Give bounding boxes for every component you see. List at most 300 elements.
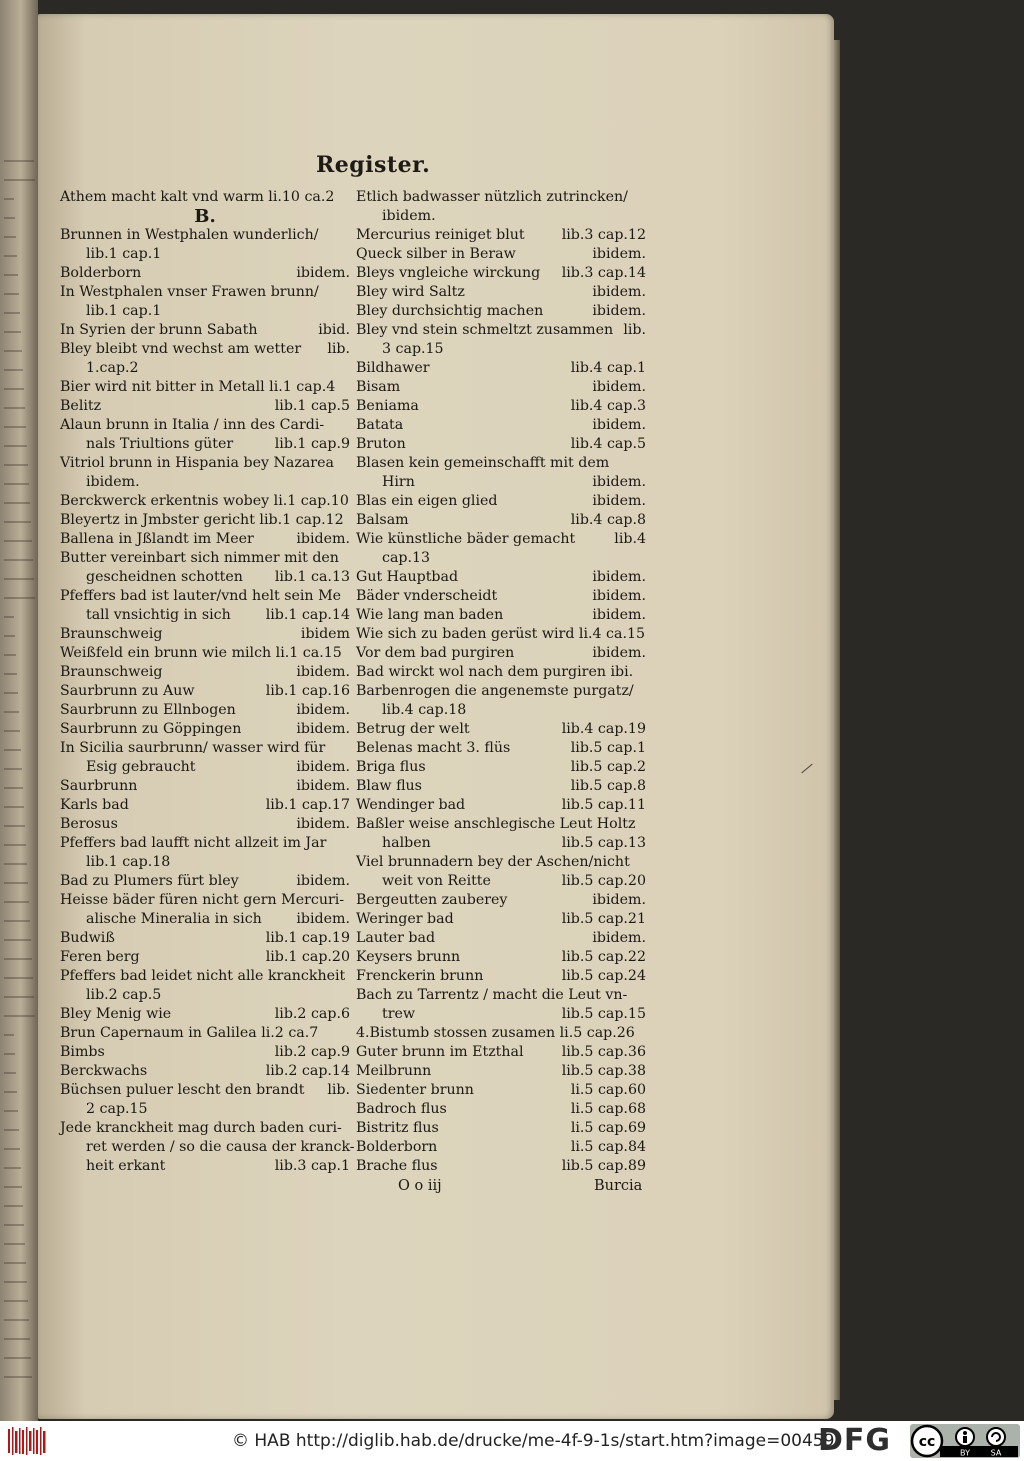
entry-text: Queck silber in Beraw	[356, 246, 516, 262]
bleed-through-line	[4, 217, 15, 219]
register-entry	[356, 758, 646, 777]
register-entry	[60, 1043, 350, 1062]
entry-text: lib.1 cap.18	[86, 854, 171, 870]
bleed-through-line	[4, 825, 25, 827]
register-entry	[356, 910, 646, 929]
register-entry	[356, 435, 646, 454]
entry-text: 4.Bistumb stossen zusamen li.5 cap.26	[356, 1025, 635, 1041]
entry-text: Etlich badwasser nützlich zutrincken/	[356, 189, 628, 205]
register-entry	[356, 378, 646, 397]
register-entry	[60, 1062, 350, 1081]
entry-text: lib.2 cap.5	[86, 987, 162, 1003]
register-entry	[60, 340, 350, 359]
register-entry	[356, 359, 646, 378]
entry-reference: li.5 cap.84	[570, 1139, 646, 1155]
register-entry	[356, 967, 646, 986]
entry-text: Pfeffers bad ist lauter/vnd helt sein Me	[60, 588, 342, 604]
entry-text: Berckwerck erkentnis wobey li.1 cap.10	[60, 493, 349, 509]
entry-text: Siedenter brunn	[356, 1082, 474, 1098]
register-entry	[356, 1119, 646, 1138]
entry-text: Braunschweig	[60, 626, 163, 642]
entry-text: Ballena in Jßlandt im Meer	[60, 531, 254, 547]
register-entry	[60, 1081, 350, 1100]
register-entry	[356, 644, 646, 663]
entry-text: Belenas macht 3. flüs	[356, 740, 511, 756]
register-entry	[60, 473, 350, 492]
register-entry	[356, 872, 646, 891]
bleed-through-line	[4, 787, 23, 789]
register-entry	[356, 568, 646, 587]
register-entry	[60, 1119, 350, 1138]
bleed-through-line	[4, 616, 14, 618]
entry-text: Frenckerin brunn	[356, 968, 484, 984]
entry-reference: ibidem.	[592, 379, 646, 395]
entry-reference: lib.5 cap.11	[561, 797, 646, 813]
entry-text: Vitriol brunn in Hispania bey Nazarea	[60, 455, 334, 471]
register-entry	[356, 606, 646, 625]
entry-reference: li.5 cap.60	[570, 1082, 646, 1098]
entry-reference: lib.5 cap.89	[561, 1158, 646, 1174]
register-entry	[60, 1157, 350, 1176]
entry-text: Saurbrunn zu Ellnbogen	[60, 702, 236, 718]
entry-reference: ibidem.	[296, 265, 350, 281]
entry-text: Vor dem bad purgiren	[356, 645, 515, 661]
bleed-through-line	[4, 160, 34, 162]
entry-text: 2 cap.15	[86, 1101, 148, 1117]
entry-reference: lib.1 cap.5	[274, 398, 350, 414]
entry-text: gescheidnen schotten	[86, 569, 243, 585]
entry-text: Bleyertz in Jmbster gericht lib.1 cap.12	[60, 512, 344, 528]
entry-reference: lib.1 cap.19	[265, 930, 350, 946]
entry-text: Bolderborn	[356, 1139, 438, 1155]
register-entry	[356, 492, 646, 511]
entry-text: Bad wirckt wol nach dem purgiren ibi.	[356, 664, 634, 680]
register-entry	[356, 511, 646, 530]
page-header: Register.	[316, 152, 431, 178]
register-entry	[60, 378, 350, 397]
register-entry	[60, 663, 350, 682]
bleed-through-line	[4, 654, 16, 656]
entry-text: Blas ein eigen glied	[356, 493, 498, 509]
dfg-logo: DFG	[818, 1423, 892, 1458]
register-entry	[60, 302, 350, 321]
entry-text: Bley Menig wie	[60, 1006, 172, 1022]
entry-text: Brun Capernaum in Galilea li.2 ca.7	[60, 1025, 319, 1041]
entry-text: Bley vnd stein schmeltzt zusammen	[356, 322, 614, 338]
register-entry	[356, 1043, 646, 1062]
entry-text: Blasen kein gemeinschafft mit dem	[356, 455, 610, 471]
entry-reference: lib.	[327, 1082, 350, 1098]
entry-text: Lauter bad	[356, 930, 436, 946]
entry-reference: lib.2 cap.14	[265, 1063, 350, 1079]
bleed-through-line	[4, 445, 27, 447]
entry-text: 1.cap.2	[86, 360, 139, 376]
register-entry	[356, 701, 646, 720]
register-entry	[60, 587, 350, 606]
register-entry	[356, 1005, 646, 1024]
register-entry	[356, 188, 646, 207]
register-entry	[356, 226, 646, 245]
entry-reference: lib.3 cap.1	[274, 1158, 350, 1174]
register-entry	[356, 796, 646, 815]
entry-text: Wie lang man baden	[356, 607, 504, 623]
entry-text: Saurbrunn zu Göppingen	[60, 721, 242, 737]
register-column-right	[356, 188, 646, 1176]
register-entry	[356, 834, 646, 853]
bleed-through-line	[4, 483, 29, 485]
register-entry	[356, 1024, 646, 1043]
entry-text: Bergeutten zauberey	[356, 892, 508, 908]
register-entry	[356, 321, 646, 340]
bleed-through-line	[4, 559, 33, 561]
bleed-through-line	[4, 977, 33, 979]
entry-text: Jede kranckheit mag durch baden curi-	[60, 1120, 342, 1136]
entry-reference: lib.1 cap.17	[265, 797, 350, 813]
entry-text: Bruton	[356, 436, 406, 452]
register-entry	[356, 1157, 646, 1176]
page-edge-shadow	[834, 40, 840, 1400]
bleed-through-line	[4, 236, 16, 238]
register-entry	[60, 454, 350, 473]
entry-reference: lib.	[327, 341, 350, 357]
entry-reference: lib.4 cap.5	[570, 436, 646, 452]
entry-reference: lib.4 cap.19	[561, 721, 646, 737]
register-entry	[356, 891, 646, 910]
entry-reference: ibidem.	[592, 284, 646, 300]
register-entry	[356, 853, 646, 872]
entry-text: Bisam	[356, 379, 401, 395]
entry-text: Bildhawer	[356, 360, 430, 376]
entry-text: Barbenrogen die angenemste purgatz/	[356, 683, 634, 699]
entry-text: lib.1 cap.1	[86, 303, 162, 319]
hab-barcode-icon	[6, 1425, 48, 1457]
entry-text: alische Mineralia in sich	[86, 911, 262, 927]
register-entry	[60, 986, 350, 1005]
register-entry	[60, 606, 350, 625]
register-entry	[60, 967, 350, 986]
entry-text: In Syrien der brunn Sabath	[60, 322, 258, 338]
entry-reference: ibidem.	[296, 911, 350, 927]
entry-text: Weringer bad	[356, 911, 454, 927]
entry-text: nals Triultions güter	[86, 436, 234, 452]
bleed-through-line	[4, 502, 30, 504]
entry-text: In Sicilia saurbrunn/ wasser wird für	[60, 740, 326, 756]
register-entry	[356, 777, 646, 796]
entry-text: Balsam	[356, 512, 409, 528]
register-entry	[60, 1024, 350, 1043]
entry-text: Brunnen in Westphalen wunderlich/	[60, 227, 319, 243]
entry-text: Betrug der welt	[356, 721, 470, 737]
bleed-through-line	[4, 312, 20, 314]
bleed-through-line	[4, 1319, 29, 1321]
register-entry	[60, 549, 350, 568]
register-entry	[60, 435, 350, 454]
entry-text: cap.13	[382, 550, 431, 566]
register-entry	[60, 568, 350, 587]
catchword: Burcia	[594, 1178, 643, 1194]
entry-text: Bier wird nit bitter in Metall li.1 cap.4	[60, 379, 336, 395]
bleed-through-line	[4, 464, 28, 466]
register-entry	[356, 739, 646, 758]
entry-reference: ibidem.	[296, 702, 350, 718]
entry-reference: lib.1 ca.13	[274, 569, 350, 585]
register-entry	[60, 1005, 350, 1024]
register-entry	[356, 682, 646, 701]
entry-text: Wie sich zu baden gerüst wird li.4 ca.15	[356, 626, 646, 642]
entry-reference: ibidem.	[592, 892, 646, 908]
entry-text: lib.1 cap.1	[86, 246, 162, 262]
register-entry	[60, 321, 350, 340]
entry-text: Pfeffers bad laufft nicht allzeit im Jar	[60, 835, 327, 851]
entry-text: Braunschweig	[60, 664, 163, 680]
register-entry	[356, 1081, 646, 1100]
entry-reference: lib.4 cap.1	[570, 360, 646, 376]
bleed-through-line	[4, 578, 34, 580]
bleed-through-line	[4, 635, 15, 637]
entry-text: Keysers brunn	[356, 949, 461, 965]
register-entry	[60, 511, 350, 530]
register-entry	[60, 929, 350, 948]
register-entry	[356, 815, 646, 834]
register-entry	[60, 739, 350, 758]
entry-reference: ibid.	[318, 322, 350, 338]
register-entry	[60, 245, 350, 264]
register-entry	[60, 720, 350, 739]
entry-reference: ibidem.	[592, 493, 646, 509]
register-entry	[356, 207, 646, 226]
register-entry	[60, 207, 350, 226]
entry-text: ibidem.	[382, 208, 436, 224]
register-entry	[60, 1100, 350, 1119]
entry-text: 3 cap.15	[382, 341, 444, 357]
entry-text: trew	[382, 1006, 416, 1022]
entry-reference: lib.4 cap.8	[570, 512, 646, 528]
entry-reference: lib.5 cap.38	[561, 1063, 646, 1079]
entry-text: Viel brunnadern bey der Aschen/nicht	[356, 854, 630, 870]
entry-reference: ibidem.	[296, 873, 350, 889]
entry-text: Bley wird Saltz	[356, 284, 465, 300]
register-entry	[60, 758, 350, 777]
entry-reference: lib.5 cap.8	[570, 778, 646, 794]
bleed-through-line	[4, 1129, 19, 1131]
entry-reference: ibidem.	[296, 721, 350, 737]
register-entry	[60, 682, 350, 701]
entry-text: Saurbrunn zu Auw	[60, 683, 195, 699]
bleed-through-line	[4, 692, 18, 694]
entry-reference: ibidem.	[592, 588, 646, 604]
register-entry	[356, 283, 646, 302]
entry-text: Büchsen puluer lescht den brandt	[60, 1082, 305, 1098]
entry-reference: ibidem.	[296, 664, 350, 680]
entry-reference: lib.5 cap.36	[561, 1044, 646, 1060]
entry-reference: lib.3 cap.12	[561, 227, 646, 243]
entry-text: Mercurius reiniget blut	[356, 227, 525, 243]
register-entry	[356, 340, 646, 359]
entry-reference: lib.1 cap.14	[265, 607, 350, 623]
svg-text:BY: BY	[960, 1448, 970, 1458]
bleed-through-line	[4, 1205, 23, 1207]
register-entry	[356, 473, 646, 492]
bleed-through-line	[4, 1053, 15, 1055]
entry-reference: lib.1 cap.9	[274, 436, 350, 452]
bleed-through-line	[4, 293, 19, 295]
bleed-through-line	[4, 1338, 30, 1340]
register-entry	[60, 644, 350, 663]
entry-reference: ibidem.	[592, 930, 646, 946]
register-entry	[60, 910, 350, 929]
entry-reference: lib.5 cap.1	[570, 740, 646, 756]
bleed-through-line	[4, 768, 22, 770]
register-entry	[356, 1062, 646, 1081]
bleed-through-line	[4, 806, 24, 808]
entry-text: Bad zu Plumers fürt bley	[60, 873, 239, 889]
entry-text: In Westphalen vnser Frawen brunn/	[60, 284, 319, 300]
bleed-through-line	[4, 1243, 25, 1245]
register-entry	[356, 302, 646, 321]
entry-text: Bley bleibt vnd wechst am wetter	[60, 341, 302, 357]
entry-text: Saurbrunn	[60, 778, 138, 794]
bleed-through-line	[4, 388, 24, 390]
entry-reference: lib.5 cap.24	[561, 968, 646, 984]
register-entry	[60, 777, 350, 796]
register-entry	[356, 929, 646, 948]
entry-text: Bolderborn	[60, 265, 142, 281]
entry-reference: ibidem.	[592, 303, 646, 319]
entry-text: Wendinger bad	[356, 797, 466, 813]
bleed-through-line	[4, 901, 29, 903]
register-entry	[60, 1138, 355, 1157]
bleed-through-line	[4, 863, 27, 865]
entry-reference: ibidem.	[592, 645, 646, 661]
entry-text: Alaun brunn in Italia / inn des Cardi-	[60, 417, 325, 433]
bleed-through-line	[4, 1376, 32, 1378]
entry-reference: ibidem.	[296, 759, 350, 775]
bleed-through-line	[4, 540, 32, 542]
entry-reference: lib.2 cap.9	[274, 1044, 350, 1060]
entry-text: halben	[382, 835, 431, 851]
entry-reference: lib.5 cap.13	[561, 835, 646, 851]
register-entry	[356, 416, 646, 435]
bleed-through-line	[4, 274, 18, 276]
bleed-through-line	[4, 673, 17, 675]
entry-text: Athem macht kalt vnd warm li.10 ca.2	[60, 189, 335, 205]
entry-text: Beniama	[356, 398, 419, 414]
entry-reference: lib.5 cap.15	[561, 1006, 646, 1022]
bleed-through-line	[4, 730, 20, 732]
entry-reference: ibidem.	[296, 531, 350, 547]
register-entry	[60, 397, 350, 416]
entry-text: Wie künstliche bäder gemacht	[356, 531, 576, 547]
register-entry	[60, 701, 350, 720]
bleed-through-line	[4, 882, 28, 884]
entry-text: Guter brunn im Etzthal	[356, 1044, 524, 1060]
bleed-through-line	[4, 1186, 22, 1188]
bleed-through-line	[4, 521, 31, 523]
entry-reference: lib.5 cap.22	[561, 949, 646, 965]
entry-text: Butter vereinbart sich nimmer mit den	[60, 550, 339, 566]
entry-reference: lib.2 cap.6	[274, 1006, 350, 1022]
entry-text: Bäder vnderscheidt	[356, 588, 498, 604]
bleed-through-line	[4, 939, 31, 941]
bleed-through-line	[4, 749, 21, 751]
register-entry	[60, 492, 350, 511]
entry-text: heit erkant	[86, 1158, 166, 1174]
entry-text: B.	[194, 206, 216, 227]
entry-text: Belitz	[60, 398, 102, 414]
viewer-footer	[0, 1421, 1024, 1461]
entry-reference: ibidem.	[296, 778, 350, 794]
entry-reference: lib.3 cap.14	[561, 265, 646, 281]
entry-text: Esig gebraucht	[86, 759, 196, 775]
register-entry	[356, 986, 646, 1005]
entry-text: Briga flus	[356, 759, 426, 775]
bleed-through-line	[4, 1110, 18, 1112]
register-entry	[60, 530, 350, 549]
entry-reference: li.5 cap.69	[570, 1120, 646, 1136]
entry-text: tall vnsichtig in sich	[86, 607, 231, 623]
entry-reference: ibidem.	[592, 246, 646, 262]
register-entry	[356, 663, 646, 682]
entry-reference: ibidem.	[592, 417, 646, 433]
register-entry	[60, 359, 350, 378]
register-entry	[60, 625, 350, 644]
register-entry	[356, 948, 646, 967]
entry-reference: lib.4 cap.3	[570, 398, 646, 414]
entry-reference: ibidem.	[296, 816, 350, 832]
entry-text: Bistritz flus	[356, 1120, 439, 1136]
entry-text: ibidem.	[86, 474, 140, 490]
signature-mark: O o iij	[398, 1178, 442, 1194]
entry-reference: ibidem.	[592, 607, 646, 623]
entry-text: Berosus	[60, 816, 118, 832]
bleed-through-line	[4, 179, 35, 181]
bleed-through-line	[4, 1357, 31, 1359]
entry-text: Blaw flus	[356, 778, 422, 794]
bleed-through-line	[4, 1034, 14, 1036]
copyright-credit: © HAB http://diglib.hab.de/drucke/me-4f-9-1s/start.htm?image=00459	[232, 1431, 835, 1451]
entry-text: Badroch flus	[356, 1101, 447, 1117]
bleed-through-line	[4, 369, 23, 371]
entry-text: weit von Reitte	[382, 873, 491, 889]
register-entry	[60, 264, 350, 283]
register-entry	[60, 416, 350, 435]
entry-reference: lib.5 cap.20	[561, 873, 646, 889]
register-entry	[356, 549, 646, 568]
entry-text: Budwiß	[60, 930, 115, 946]
register-entry	[356, 1138, 646, 1157]
bleed-through-line	[4, 844, 26, 846]
bleed-through-line	[4, 958, 32, 960]
entry-text: Weißfeld ein brunn wie milch li.1 ca.15	[60, 645, 342, 661]
bleed-through-line	[4, 1091, 17, 1093]
entry-text: Bach zu Tarrentz / macht die Leut vn-	[356, 987, 628, 1003]
register-entry	[60, 796, 350, 815]
cc-by-sa-icon	[910, 1424, 1020, 1458]
register-entry	[356, 625, 646, 644]
bleed-through-line	[4, 1224, 24, 1226]
svg-text:SA: SA	[990, 1448, 1002, 1458]
entry-text: Berckwachs	[60, 1063, 148, 1079]
register-entry	[60, 853, 350, 872]
bleed-through-line	[4, 1300, 28, 1302]
register-entry	[60, 834, 350, 853]
entry-text: Pfeffers bad leidet nicht alle kranckheit	[60, 968, 346, 984]
bleed-through-line	[4, 1072, 16, 1074]
entry-text: Bimbs	[60, 1044, 105, 1060]
entry-text: ret werden / so die causa der kranck-	[86, 1139, 355, 1155]
register-entry	[356, 245, 646, 264]
bleed-through-line	[4, 407, 25, 409]
